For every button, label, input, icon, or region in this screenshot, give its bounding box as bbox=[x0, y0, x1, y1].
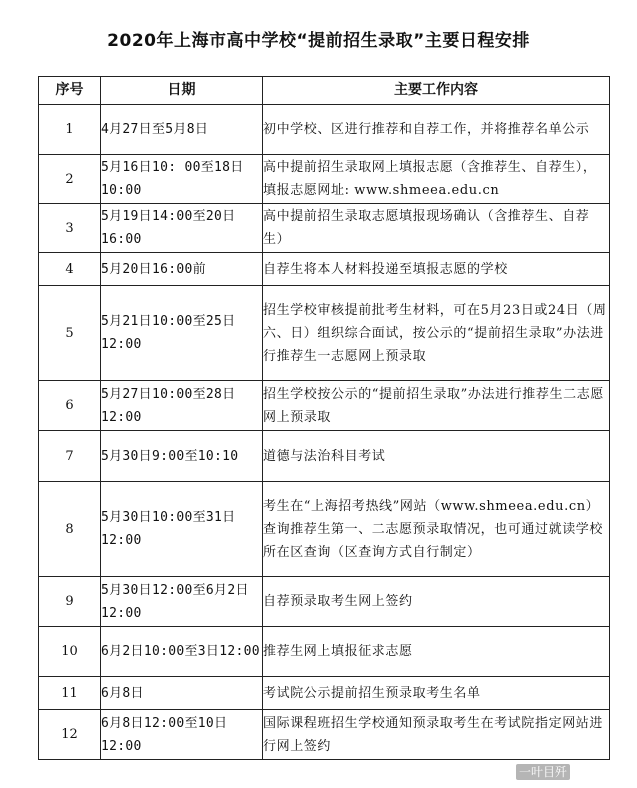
row-content: 国际课程班招生学校通知预录取考生在考试院指定网站进行网上签约 bbox=[263, 710, 610, 760]
row-content: 推荐生网上填报征求志愿 bbox=[263, 627, 610, 677]
table-row bbox=[39, 577, 610, 627]
header-content: 主要工作内容 bbox=[263, 77, 610, 105]
row-date: 4月27日至5月8日 bbox=[101, 105, 263, 155]
row-no: 9 bbox=[39, 577, 101, 627]
table-row bbox=[39, 204, 610, 253]
row-date: 6月8日 bbox=[101, 677, 263, 710]
row-content: 自荐预录取考生网上签约 bbox=[263, 577, 610, 627]
row-date: 5月30日12:00至6月2日12:00 bbox=[101, 577, 263, 627]
table-row bbox=[39, 253, 610, 286]
row-no: 5 bbox=[39, 286, 101, 381]
row-no: 4 bbox=[39, 253, 101, 286]
row-date: 5月27日10:00至28日12:00 bbox=[101, 381, 263, 431]
table-header-row bbox=[39, 77, 610, 105]
schedule-table bbox=[38, 76, 610, 760]
row-date: 5月30日9:00至10:10 bbox=[101, 431, 263, 482]
table-row bbox=[39, 286, 610, 381]
watermark-label: 一叶目歼 bbox=[516, 764, 570, 780]
row-no: 7 bbox=[39, 431, 101, 482]
table-row bbox=[39, 381, 610, 431]
row-content: 考试院公示提前招生预录取考生名单 bbox=[263, 677, 610, 710]
table-row bbox=[39, 431, 610, 482]
table-row bbox=[39, 710, 610, 760]
row-content: 招生学校审核提前批考生材料，可在5月23日或24日（周六、日）组织综合面试，按公示的“提前招生录取”办法进行推荐生一志愿网上预录取 bbox=[263, 286, 610, 381]
row-date: 5月19日14:00至20日16:00 bbox=[101, 204, 263, 253]
table-row bbox=[39, 155, 610, 204]
row-date: 5月16日10: 00至18日10:00 bbox=[101, 155, 263, 204]
row-date: 6月2日10:00至3日12:00 bbox=[101, 627, 263, 677]
row-no: 2 bbox=[39, 155, 101, 204]
row-no: 3 bbox=[39, 204, 101, 253]
row-no: 8 bbox=[39, 482, 101, 577]
row-no: 11 bbox=[39, 677, 101, 710]
row-date: 5月30日10:00至31日12:00 bbox=[101, 482, 263, 577]
row-date: 5月21日10:00至25日12:00 bbox=[101, 286, 263, 381]
row-content: 考生在“上海招考热线”网站（www.shmeea.edu.cn）查询推荐生第一、二志愿预录取情况，也可通过就读学校所在区查询（区查询方式自行制定） bbox=[263, 482, 610, 577]
row-content: 道德与法治科目考试 bbox=[263, 431, 610, 482]
row-content: 高中提前招生录取志愿填报现场确认（含推荐生、自荐生） bbox=[263, 204, 610, 253]
row-date: 5月20日16:00前 bbox=[101, 253, 263, 286]
table-row bbox=[39, 627, 610, 677]
row-content: 招生学校按公示的“提前招生录取”办法进行推荐生二志愿网上预录取 bbox=[263, 381, 610, 431]
row-content: 自荐生将本人材料投递至填报志愿的学校 bbox=[263, 253, 610, 286]
header-no: 序号 bbox=[39, 77, 101, 105]
row-no: 12 bbox=[39, 710, 101, 760]
row-no: 6 bbox=[39, 381, 101, 431]
table-row bbox=[39, 105, 610, 155]
row-content: 初中学校、区进行推荐和自荐工作，并将推荐名单公示 bbox=[263, 105, 610, 155]
page-title: 2020年上海市高中学校“提前招生录取”主要日程安排 bbox=[107, 31, 530, 51]
table-row bbox=[39, 482, 610, 577]
row-no: 10 bbox=[39, 627, 101, 677]
row-no: 1 bbox=[39, 105, 101, 155]
header-date: 日期 bbox=[101, 77, 263, 105]
row-date: 6月8日12:00至10日12:00 bbox=[101, 710, 263, 760]
row-content: 高中提前招生录取网上填报志愿（含推荐生、自荐生），填报志愿网址: www.shmeea.edu.cn bbox=[263, 155, 610, 204]
table-row bbox=[39, 677, 610, 710]
